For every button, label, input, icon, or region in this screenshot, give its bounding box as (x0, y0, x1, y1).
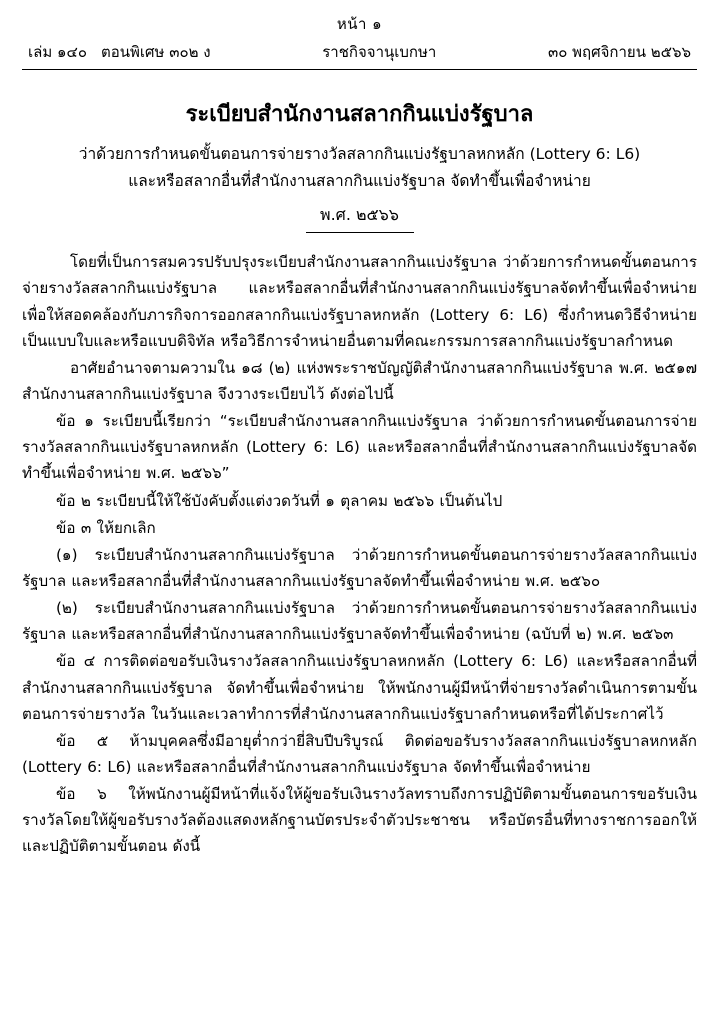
document-body (22, 249, 697, 859)
page-number: หน้า ๑ (336, 15, 383, 33)
document-year: พ.ศ. ๒๕๖๖ (320, 205, 399, 225)
header-left-group (28, 40, 211, 64)
paragraph-clause-3-item-1: (๑) ระเบียบสำนักงานสลากกินแบ่งรัฐบาล ว่าด้วยการกำหนดขั้นตอนการจ่ายรางวัลสลากกินแบ่งรัฐบาล และหรือสลากอื่นที่สำนักงานสลากกินแบ่งรัฐบาลจัดทำขึ้นเพื่อจำหน่าย พ.ศ. ๒๕๖๐ (22, 545, 697, 590)
page-title: ระเบียบสำนักงานสลากกินแบ่งรัฐบาล (185, 102, 534, 127)
gazette-name: ราชกิจจานุเบกษา (322, 43, 437, 61)
gazette-header (22, 40, 697, 69)
document-subtitle-line-1: ว่าด้วยการกำหนดขั้นตอนการจ่ายรางวัลสลากกินแบ่งรัฐบาลหกหลัก (Lottery 6: L6) (78, 145, 641, 163)
paragraph-authority: อาศัยอำนาจตามความใน ๑๘ (๒) แห่งพระราชบัญญัติสำนักงานสลากกินแบ่งรัฐบาล พ.ศ. ๒๕๑๗ สำนักงานสลากกินแบ่งรัฐบาล จึงวางระเบียบไว้ ดังต่อไปนี้ (22, 358, 697, 403)
document-subtitle-line-2: และหรือสลากอื่นที่สำนักงานสลากกินแบ่งรัฐบาล จัดทำขึ้นเพื่อจำหน่าย (128, 172, 591, 191)
section-label: ตอนพิเศษ ๓๐๒ ง (101, 43, 211, 61)
paragraph-clause-4: ข้อ ๔ การติดต่อขอรับเงินรางวัลสลากกินแบ่งรัฐบาลหกหลัก (Lottery 6: L6) และหรือสลากอื่นที่สำนักงานสลากกินแบ่งรัฐบาล จัดทำขึ้นเพื่อจำหน่าย ให้พนักงานผู้มีหน้าที่จ่ายรางวัลดำเนินการตามขั้นตอนการจ่ายรางวัล ในวันและเวลาทำการที่สำนักงานสลากกินแบ่งรัฐบาลกำหนดหรือที่ได้ประกาศไว้ (22, 652, 697, 723)
paragraph-clause-6: ข้อ ๖ ให้พนักงานผู้มีหน้าที่แจ้งให้ผู้ขอรับเงินรางวัลทราบถึงการปฏิบัติตามขั้นตอนการขอรับเงินรางวัลโดยให้ผู้ขอรับรางวัลต้องแสดงหลักฐานบัตรประจำตัวประชาชน หรือบัตรอื่นที่ทางราชการออกให้ และปฏิบัติตามขั้นตอน ดังนี้ (22, 785, 697, 856)
paragraph-clause-3: ข้อ ๓ ให้ยกเลิก (56, 518, 156, 537)
paragraph-preamble: โดยที่เป็นการสมควรปรับปรุงระเบียบสำนักงานสลากกินแบ่งรัฐบาล ว่าด้วยการกำหนดขั้นตอนการจ่ายรางวัลสลากกินแบ่งรัฐบาล และหรือสลากอื่นที่สำนักงานสลากกินแบ่งรัฐบาลจัดทำขึ้นเพื่อจำหน่าย เพื่อให้สอดคล้องกับภารกิจการออกสลากกินแบ่งรัฐบาลหกหลัก (Lottery 6: L6) ซึ่งกำหนดวิธีจำหน่ายเป็นแบบใบและหรือแบบดิจิทัล หรือวิธีการจำหน่ายอื่นตามที่คณะกรรมการสลากกินแบ่งรัฐบาลกำหนด (22, 253, 697, 350)
header-divider (22, 69, 697, 70)
paragraph-clause-1: ข้อ ๑ ระเบียบนี้เรียกว่า “ระเบียบสำนักงานสลากกินแบ่งรัฐบาล ว่าด้วยการกำหนดขั้นตอนการจ่ายรางวัลสลากกินแบ่งรัฐบาลหกหลัก (Lottery 6: L6) และหรือสลากอื่นที่สำนักงานสลากกินแบ่งรัฐบาลจัดทำขึ้นเพื่อจำหน่าย พ.ศ. ๒๕๖๖” (22, 412, 697, 483)
paragraph-clause-2: ข้อ ๒ ระเบียบนี้ให้ใช้บังคับตั้งแต่งวดวันที่ ๑ ตุลาคม ๒๕๖๖ เป็นต้นไป (56, 491, 503, 510)
paragraph-clause-3-item-2: (๒) ระเบียบสำนักงานสลากกินแบ่งรัฐบาล ว่าด้วยการกำหนดขั้นตอนการจ่ายรางวัลสลากกินแบ่งรัฐบาล และหรือสลากอื่นที่สำนักงานสลากกินแบ่งรัฐบาลจัดทำขึ้นเพื่อจำหน่าย (ฉบับที่ ๒) พ.ศ. ๒๕๖๓ (22, 599, 697, 644)
title-divider (306, 232, 414, 233)
paragraph-clause-5: ข้อ ๕ ห้ามบุคคลซึ่งมีอายุต่ำกว่ายี่สิบปีบริบูรณ์ ติดต่อขอรับรางวัลสลากกินแบ่งรัฐบาลหกหลัก (Lottery 6: L6) และหรือสลากอื่นที่สำนักงานสลากกินแบ่งรัฐบาล จัดทำขึ้นเพื่อจำหน่าย (22, 731, 697, 776)
header-date: ๓๐ พฤศจิกายน ๒๕๖๖ (547, 43, 691, 61)
volume-label: เล่ม ๑๔๐ (28, 43, 88, 61)
